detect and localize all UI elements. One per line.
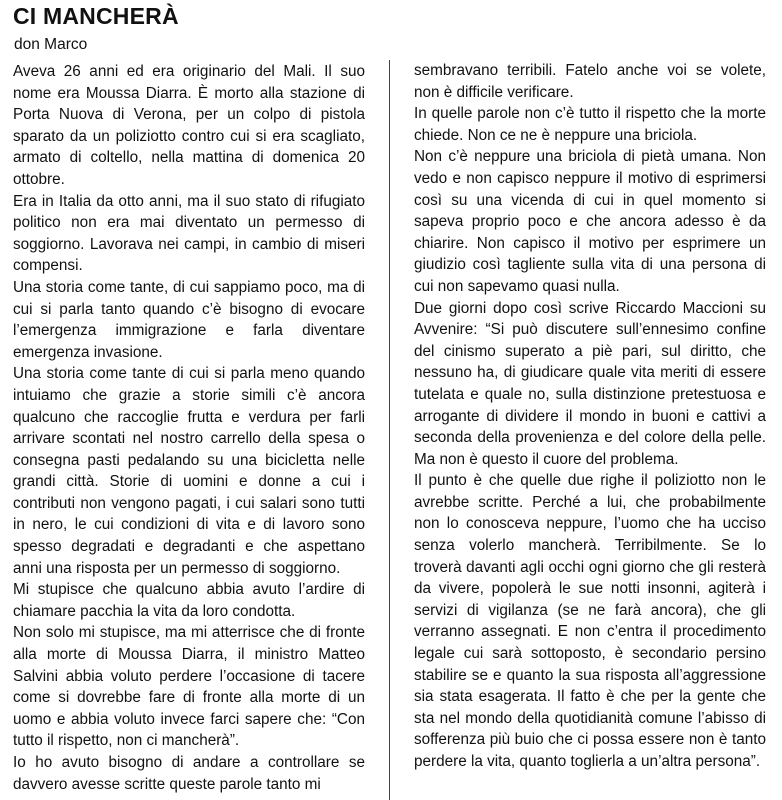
paragraph: Io ho avuto bisogno di andare a controllare se davvero avesse scritte queste parole tanto mi bbox=[13, 754, 365, 793]
column-divider bbox=[389, 60, 390, 800]
paragraph: Due giorni dopo così scrive Riccardo Maccioni su Avvenire: “Si può discutere sull’ennesimo confine del cinismo superato a piè pari, sul diritto, che nessuno ha, di giudicare quale vita meriti di essere tutelata e quale no, sulla distinzione pretestuosa e arrogante di dividere il mondo in buoni e cattivi a seconda della provenienza e del colore della pelle. Ma non è questo il cuore del problema. bbox=[414, 299, 766, 468]
left-column bbox=[13, 61, 365, 800]
paragraph: Aveva 26 anni ed era originario del Mali. Il suo nome era Moussa Diarra. È morto alla stazione di Porta Nuova di Verona, per un colpo di pistola sparato da un poliziotto contro cui si era scagliato, armato di coltello, nella mattina di domenica 20 ottobre. bbox=[13, 63, 365, 188]
paragraph: Una storia come tante, di cui sappiamo poco, ma di cui si parla tanto quando c’è bisogno di evocare l’emergenza immigrazione e farla diventare emergenza invasione. bbox=[13, 278, 365, 361]
article-author: don Marco bbox=[14, 36, 88, 53]
paragraph: In quelle parole non c’è tutto il rispetto che la morte chiede. Non ce ne è neppure una briciola. bbox=[414, 105, 766, 144]
paragraph: Una storia come tante di cui si parla meno quando intuiamo che grazie a storie simili c’è ancora qualcuno che raccoglie frutta e verdura per farli arrivare scontati nel nostro carrello della spesa o consegna pasti pedalando su una bicicletta nelle grandi città. Storie di uomini e donne a cui i contributi non vengono pagati, i cui salari sono tutti in nero, le cui condizioni di vita e di lavoro sono spesso degradati e degradanti e che aspettano anni una risposta per un permesso di soggiorno. bbox=[13, 365, 365, 577]
paragraph: Mi stupisce che qualcuno abbia avuto l’ardire di chiamare pacchia la vita da loro condotta. bbox=[13, 581, 365, 620]
paragraph: Non solo mi stupisce, ma mi atterrisce che di fronte alla morte di Moussa Diarra, il ministro Matteo Salvini abbia voluto perdere l’occasione di tacere come si dovrebbe fare di fronte alla morte di un uomo e abbia voluto invece farci sapere che: “Con tutto il rispetto, non ci mancherà”. bbox=[13, 624, 365, 750]
paragraph: Era in Italia da otto anni, ma il suo stato di rifugiato politico non era mai diventato un permesso di soggiorno. Lavorava nei campi, in cambio di miseri compensi. bbox=[13, 192, 365, 275]
paragraph: sembravano terribili. Fatelo anche voi se volete, non è difficile verificare. bbox=[414, 62, 766, 101]
article-title: CI MANCHERÀ bbox=[13, 3, 179, 29]
right-column bbox=[414, 60, 766, 799]
paragraph: Il punto è che quelle due righe il poliziotto non le avrebbe scritte. Perché a lui, che probabilmente non lo conosceva neppure, l’uomo che ha ucciso senza volerlo mancherà. Terribilmente. Se lo troverà davanti agli occhi ogni giorno che gli resterà da vivere, popolerà le sue notti insonni, agiterà i servizi di vigilanza (se ne farà ancora), che gli verranno assegnati. E non c’entra il procedimento legale cui sarà sottoposto, è secondario persino stabilire se e quanto la sua risposta all’aggressione sia stata esagerata. Il fatto è che per la gente che sta nel mondo della quotidianità comune l’abisso di sofferenza più buio che ci possa essere non è tanto perdere la vita, quanto toglierla a un’altra persona”. bbox=[414, 472, 766, 770]
paragraph: Non c’è neppure una briciola di pietà umana. Non vedo e non capisco neppure il motivo di esprimersi così su una vicenda di cui in quel momento si sapeva proprio poco e che ancora adesso è da chiarire. Non capisco il motivo per esprimere un giudizio così tagliente sulla vita di una persona di cui non sapevamo quasi nulla. bbox=[414, 148, 766, 295]
